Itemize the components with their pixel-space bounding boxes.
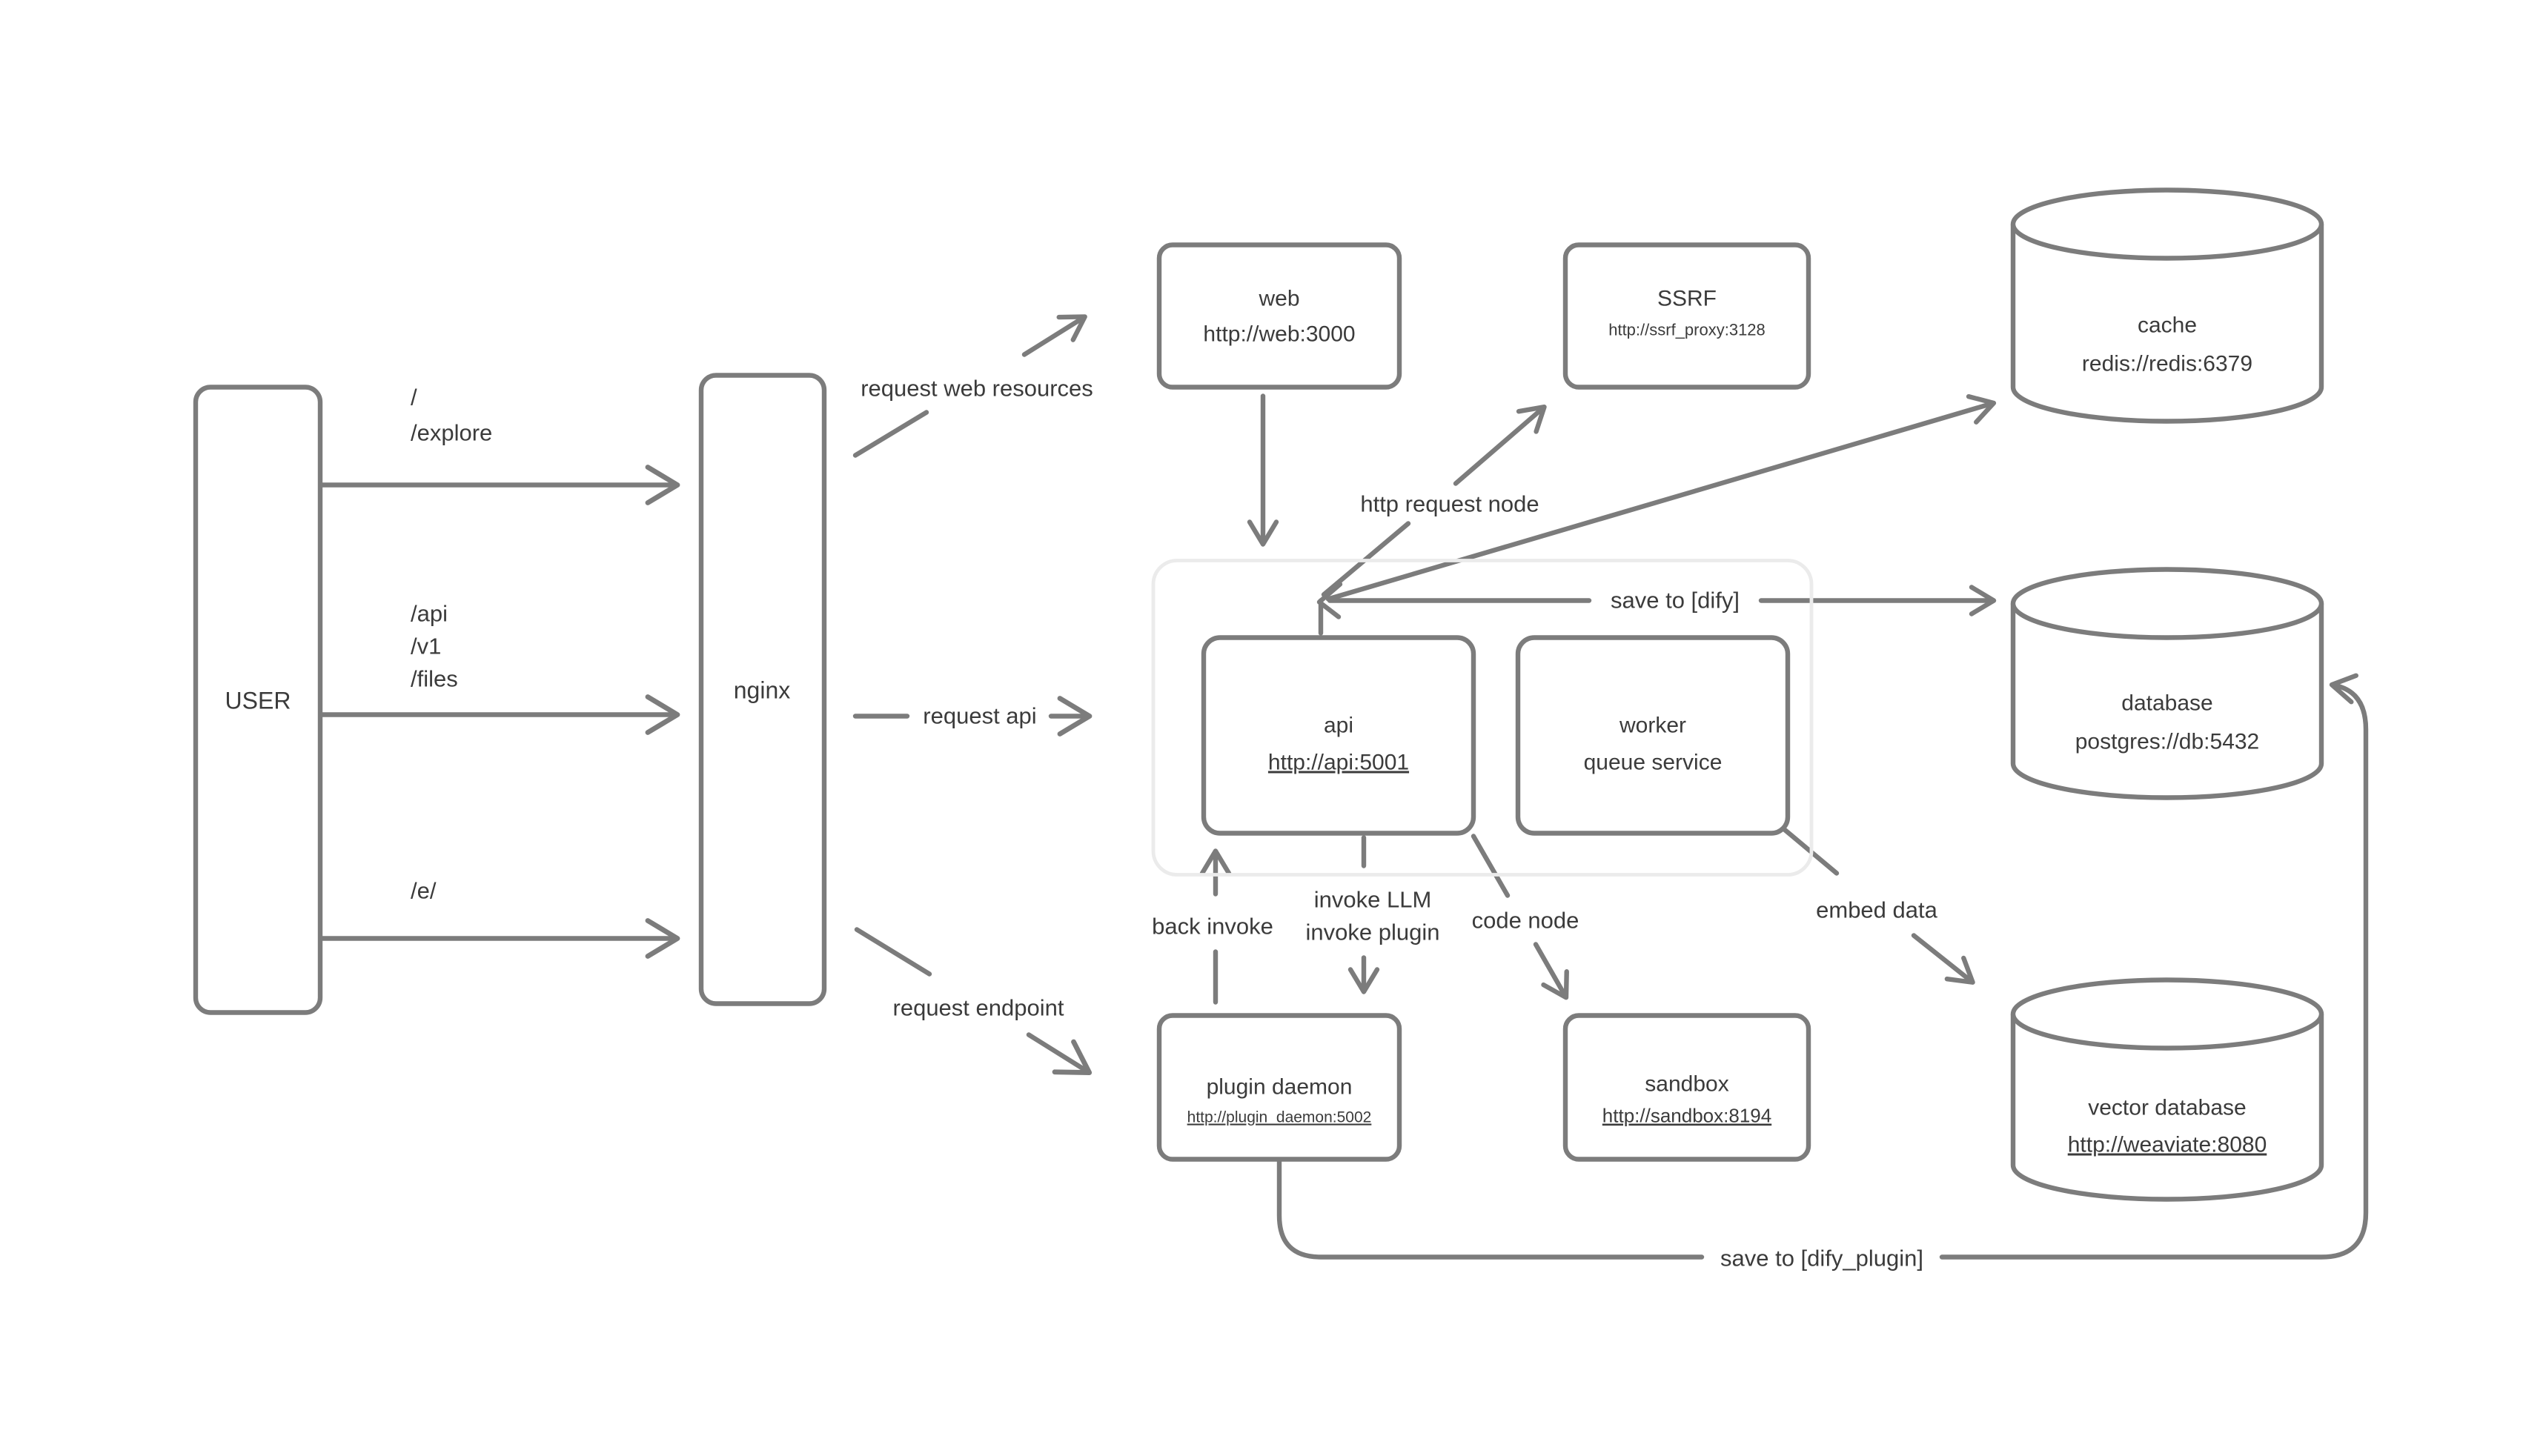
api-url: http://api:5001 [1267,750,1410,775]
nginx-label: nginx [733,677,791,704]
database-node [2013,570,2321,798]
worker-title: worker [1619,713,1687,738]
worker-subtitle: queue service [1583,750,1723,775]
web-node [1159,245,1399,388]
nginx-node [701,376,824,1004]
label-request-web-resources: request web resources [861,375,1093,402]
sandbox-title: sandbox [1645,1071,1729,1097]
label-embed-data: embed data [1816,897,1937,923]
user-node [196,388,320,1013]
label-path-v1: /v1 [411,633,442,659]
plugin-daemon-url: http://plugin_daemon:5002 [1187,1108,1372,1126]
vector-database-node [2013,980,2321,1200]
vector-database-title: vector database [2088,1095,2247,1120]
user-label: USER [225,687,291,714]
label-request-endpoint: request endpoint [892,994,1064,1021]
web-box [1159,245,1399,388]
web-title: web [1259,286,1300,311]
edge-plugin-db-seg1 [1279,1160,1702,1257]
plugin-daemon-node [1159,1016,1399,1160]
label-back-invoke: back invoke [1152,913,1273,940]
label-request-api: request api [923,702,1037,729]
cache-url: redis://redis:6379 [2081,351,2253,376]
cache-title: cache [2137,313,2198,338]
ssrf-title: SSRF [1657,286,1717,311]
api-node [1204,638,1473,834]
edge-nginx-plugin-seg2 [1029,1035,1088,1072]
database-url: postgres://db:5432 [2075,729,2260,754]
cache-node [2013,190,2321,422]
ssrf-node [1565,245,1808,388]
web-url: http://web:3000 [1203,322,1356,347]
sandbox-node [1565,1016,1808,1160]
database-cylinder-top [2013,570,2321,638]
edge-nginx-plugin-seg1 [857,930,929,974]
edge-api-ssrf-seg2 [1456,408,1543,484]
label-save-to-dify-plugin: save to [dify_plugin] [1720,1245,1924,1271]
edge-api-sandbox-seg2 [1536,945,1565,997]
sandbox-url: http://sandbox:8194 [1602,1104,1772,1127]
label-path-files: /files [411,665,458,692]
ssrf-box [1565,245,1808,388]
cache-cylinder-top [2013,190,2321,259]
database-title: database [2121,691,2213,716]
label-invoke-llm: invoke LLM [1313,886,1432,913]
label-path-root: / [411,384,417,410]
label-save-to-dify: save to [dify] [1610,587,1740,614]
label-http-request-node: http request node [1360,491,1539,517]
plugin-daemon-title: plugin daemon [1206,1074,1353,1100]
label-path-api: /api [411,600,448,627]
edge-api-sandbox-seg1 [1473,837,1508,896]
edge-nginx-web-seg1 [855,413,926,456]
edge-worker-vdb-seg2 [1914,936,1972,982]
edge-nginx-web-seg2 [1024,318,1084,355]
label-path-e: /e/ [411,877,437,904]
vector-database-url: http://weaviate:8080 [2067,1132,2267,1157]
label-invoke-plugin: invoke plugin [1305,919,1440,945]
label-code-node: code node [1471,907,1579,934]
vector-database-cylinder-top [2013,980,2321,1048]
worker-node [1518,638,1788,834]
api-title: api [1323,713,1354,738]
label-path-explore: /explore [411,419,493,446]
ssrf-url: http://ssrf_proxy:3128 [1608,320,1766,339]
